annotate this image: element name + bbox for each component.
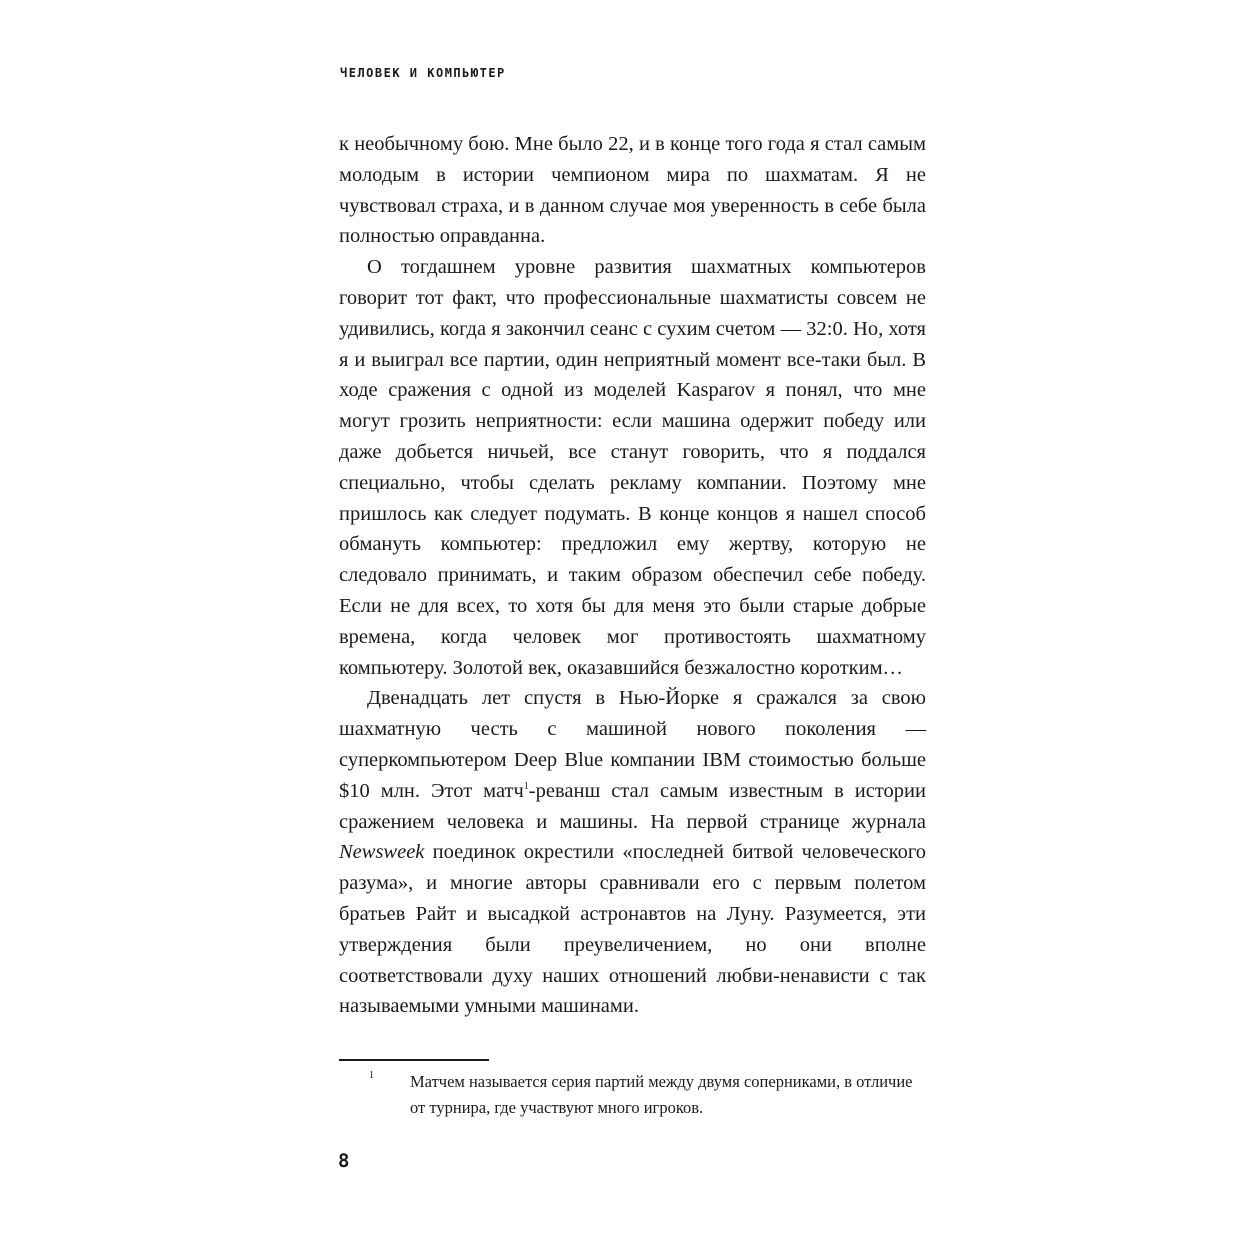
footnote [339, 1069, 926, 1121]
footnote-reference: 1 [523, 780, 529, 792]
paragraph-3-part-2: -реванш стал самым известным в истории сражением человека и машины. На первой странице журнала [339, 779, 926, 833]
footnote-divider [339, 1059, 489, 1061]
paragraph-3-part-1: Двенадцать лет спустя в Нью-Йорке я сражался за свою шахматную честь с машиной нового поколения — суперкомпьютером Deep Blue компании IBM стоимостью больше $10 млн. Этот матч [339, 687, 926, 802]
body-text [339, 129, 926, 1022]
magazine-title: Newsweek [339, 841, 425, 864]
paragraph-3-part-3: поединок окрестили «последней битвой человеческого разума», и многие авторы сравнивали его с первым полетом братьев Райт и высадкой астронавтов на Луну. Разумеется, эти утверждения были преувеличением, но они вполне соответствовали духу наших отношений любви-ненависти с так называемыми умными машинами. [339, 841, 926, 1018]
footnote-mark: 1 [369, 1070, 374, 1081]
paragraph-1: к необычному бою. Мне было 22, и в конце того года я стал самым молодым в истории чемпионом мира по шахматам. Я не чувствовал страха, и в данном случае моя уверенность в себе была полностью оправданна. [339, 133, 926, 248]
paragraph-3 [339, 683, 926, 1022]
paragraph-2: О тогдашнем уровне развития шахматных компьютеров говорит тот факт, что профессиональные шахматисты совсем не удивились, когда я закончил сеанс с сухим счетом — 32:0. Но, хотя я и выиграл все партии, один неприятный момент все-таки был. В ходе сражения с одной из моделей Kasparov я понял, что мне могут грозить неприятности: если машина одержит победу или даже добьется ничьей, все станут говорить, что я поддался специально, чтобы сделать рекламу компании. Поэтому мне пришлось как следует подумать. В конце концов я нашел способ обмануть компьютер: предложил ему жертву, которую не следовало принимать, и таким образом обеспечил себе победу. Если не для всех, то хотя бы для меня это были старые добрые времена, когда человек мог противостоять шахматному компьютеру. Золотой век, оказавшийся безжалостно коротким… [339, 256, 926, 679]
page-number: 8 [338, 1150, 350, 1172]
footnote-text: Матчем называется серия партий между двумя соперниками, в отличие от турнира, где участвуют много игроков. [410, 1072, 913, 1117]
running-head: ЧЕЛОВЕК И КОМПЬЮТЕР [340, 66, 506, 80]
